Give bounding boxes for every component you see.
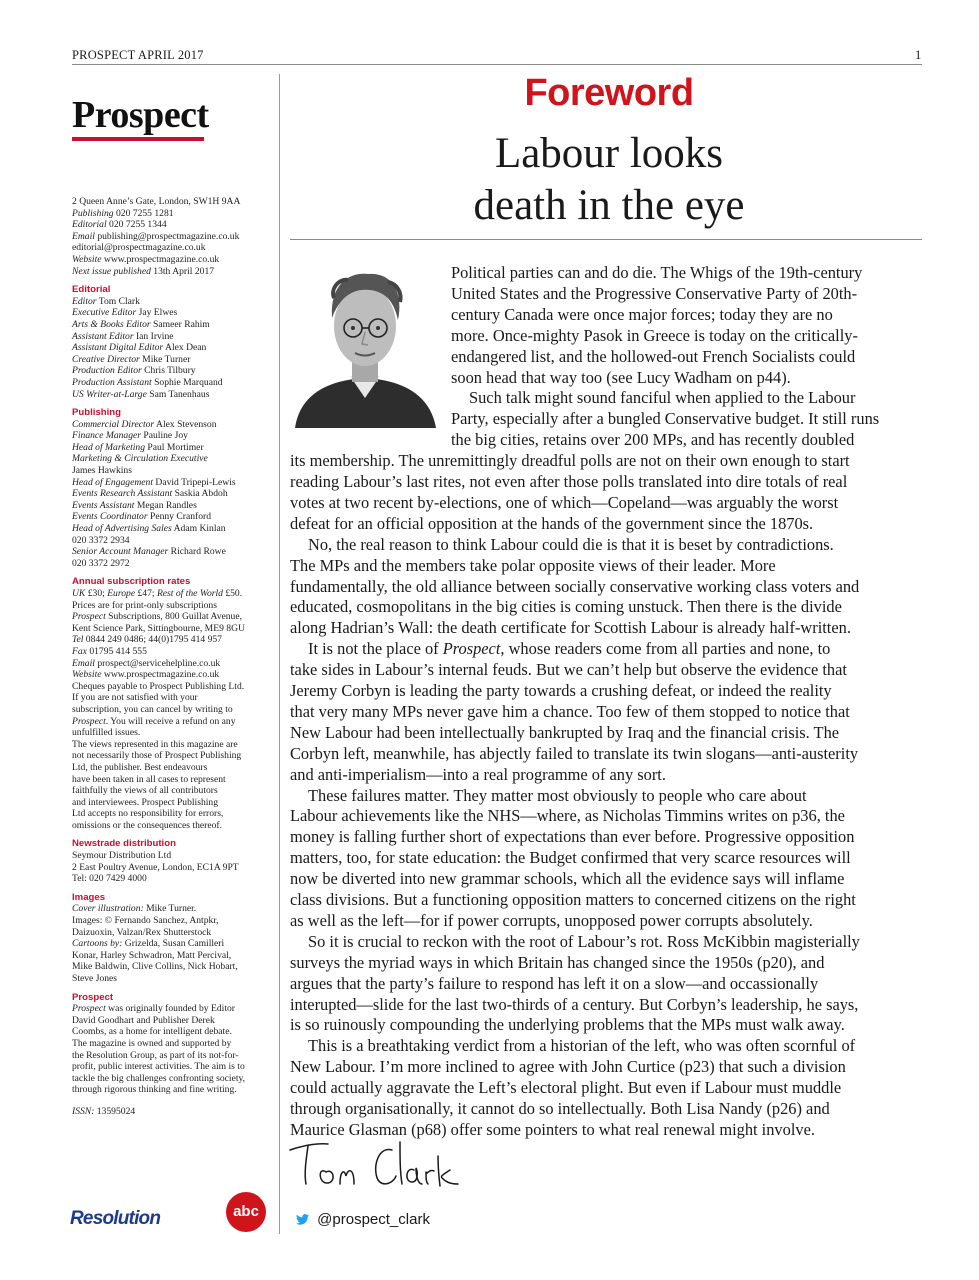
masthead-label: Creative Director <box>72 353 140 365</box>
masthead-label: Publishing <box>72 207 114 219</box>
masthead-line <box>72 808 267 820</box>
masthead-value: 01795 414 555 <box>86 645 147 657</box>
masthead-section-heading: Publishing <box>72 407 122 419</box>
article-line: New Labour had been intellectually bankrupted by Iraq and the financial crisis. The <box>290 722 840 742</box>
masthead-line <box>72 307 267 319</box>
headline-line-2: death in the eye <box>473 182 745 229</box>
masthead-label: Fax <box>72 645 87 657</box>
masthead-line <box>72 681 267 693</box>
headline-line-1: Labour looks <box>494 130 724 177</box>
masthead-line <box>72 342 267 354</box>
masthead-value: Konar, Harley Schwadron, Matt Percival, <box>72 949 232 961</box>
masthead-line <box>72 669 267 681</box>
masthead-value: David Tripepi-Lewis <box>153 476 236 488</box>
article-line: interupted—slide for the last two-thirds of a century. But Corbyn’s leadership, he says, <box>290 994 859 1014</box>
masthead-line <box>72 208 267 220</box>
masthead-line <box>72 1003 267 1015</box>
masthead-value: Kent Science Park, Sittingbourne, ME9 8GU <box>72 622 245 634</box>
masthead-label: Next issue published <box>72 265 151 277</box>
masthead-value: Tom Clark <box>96 295 140 307</box>
masthead-line <box>72 389 267 401</box>
article-line: more. Once-mighty Pasok in Greece is today on the critically- <box>451 325 858 345</box>
masthead-value: Seymour Distribution Ltd <box>72 850 172 862</box>
article-line: that very many MPs never gave him a chance. Too few of them stopped to notice that <box>290 701 850 721</box>
article-line: Corbyn left, meanwhile, has abjectly failed to translate its twin slogans—anti-austerity <box>290 743 859 763</box>
article-line: is so ruinously compounding the underlying problems that the MPs must walk away. <box>290 1015 845 1035</box>
masthead-label: Assistant Digital Editor <box>72 342 164 354</box>
masthead-line <box>72 319 267 331</box>
masthead-value: publishing@prospectmagazine.co.uk <box>94 230 240 242</box>
article-line: could actually aggravate the Left’s electoral plight. But even if Labour must muddle <box>290 1078 842 1098</box>
masthead-spacer <box>72 1096 267 1106</box>
article-line: through organisationally, it cannot do so intellectually. Both Lisa Nandy (p26) and <box>290 1099 830 1118</box>
article-line: matters, too, for state education: the Budget confirmed that very scarce resources will <box>290 848 851 868</box>
masthead-value: David Goodhart and Publisher Derek <box>72 1014 215 1026</box>
masthead-label: Prospect <box>72 611 106 623</box>
masthead-section-heading: Images <box>72 891 106 903</box>
page-number: 1 <box>915 48 922 62</box>
masthead-value: If you are not satisfied with your <box>72 692 198 704</box>
masthead-line <box>72 442 267 454</box>
article-line: The MPs and the members take polar opposite views of their leader. More <box>290 555 776 575</box>
masthead-value: James Hawkins <box>72 465 132 477</box>
masthead-label: US Writer-at-Large <box>72 388 147 400</box>
article-line: So it is crucial to reckon with the root of Labour’s rot. Ross McKibbin magisterially <box>308 931 860 951</box>
masthead-value: Grizelda, Susan Camilleri <box>122 938 225 950</box>
masthead-value: the Resolution Group, as part of its not-for- <box>72 1049 239 1061</box>
prospect-logo <box>72 96 212 141</box>
masthead-line <box>72 296 267 308</box>
masthead-line <box>72 704 267 716</box>
article-line: Political parties can and do die. The Whigs of the 19th-century <box>451 263 863 282</box>
masthead-value: 0844 249 0486; 44(0)1795 414 957 <box>83 634 222 646</box>
masthead-label: Production Assistant <box>72 376 152 388</box>
masthead-value: Alex Stevenson <box>154 418 217 430</box>
masthead-section-heading: Editorial <box>72 284 111 296</box>
masthead-line <box>72 488 267 500</box>
masthead-section-heading: Annual subscription rates <box>72 576 191 588</box>
masthead-label: Email <box>72 230 95 242</box>
masthead-label: Editor <box>72 295 97 307</box>
masthead-line <box>72 785 267 797</box>
masthead-line <box>72 862 267 874</box>
article-line: century Canada were once major forces; today they are no <box>451 304 833 324</box>
masthead-value: Ian Irvine <box>133 330 174 342</box>
masthead-label: Finance Manager <box>72 430 142 442</box>
masthead-value: Sophie Marquand <box>151 376 223 388</box>
text-run: , whose readers come from all parties and none, to <box>500 639 831 659</box>
article-line: Such talk might sound fanciful when applied to the Labour <box>469 388 856 408</box>
resolution-logo: Resolution <box>70 1208 161 1229</box>
logo-underline <box>72 137 204 141</box>
logo-text: Prospect <box>72 94 209 136</box>
italic-text: Prospect <box>442 639 501 659</box>
author-signature <box>282 1128 482 1198</box>
masthead-line <box>72 465 267 477</box>
masthead-label: Cover illustration: <box>72 903 144 915</box>
masthead-line <box>72 774 267 786</box>
article-line: now be diverted into new grammar schools, which all the evidence says will inflame <box>290 869 845 889</box>
masthead-value: Pauline Joy <box>141 430 188 442</box>
article-line: class divisions. But a functioning opposition matters to concerned citizens on the right <box>290 890 856 909</box>
masthead-value: Paul Mortimer <box>145 441 204 453</box>
masthead-label: Website <box>72 669 102 681</box>
article-line: surveys the myriad ways in which Britain has changed since the 1950s (p20), and <box>290 952 825 972</box>
masthead-value: 13th April 2017 <box>150 265 215 277</box>
masthead-value: Richard Rowe <box>168 546 226 558</box>
masthead-value: tackle the big challenges confronting society, <box>72 1072 246 1084</box>
masthead-value: unfulfilled issues. <box>72 727 141 739</box>
article-line: as well as the left—for if power corrupts, unopposed power corrupts absolutely. <box>290 910 813 930</box>
author-photo <box>290 258 440 428</box>
twitter-bird-icon <box>296 1211 313 1228</box>
masthead-line <box>72 634 267 646</box>
masthead-value: The views represented in this magazine are <box>72 738 238 750</box>
masthead-value: www.prospectmagazine.co.uk <box>101 669 220 681</box>
masthead-line <box>72 1084 267 1096</box>
masthead-line <box>72 915 267 927</box>
masthead-line <box>72 430 267 442</box>
masthead-line <box>72 254 267 266</box>
article-line: These failures matter. They matter most obviously to people who care about <box>308 785 807 805</box>
masthead-value: 13595024 <box>94 1105 136 1117</box>
masthead-line <box>72 820 267 832</box>
masthead-value: Subscriptions, 800 Guillat Avenue, <box>105 611 243 623</box>
masthead-label: Senior Account Manager <box>72 546 169 558</box>
masthead-section-heading: Newstrade distribution <box>72 838 176 850</box>
masthead-line <box>72 716 267 728</box>
masthead-value: Chris Tilbury <box>141 365 196 377</box>
masthead-line <box>72 1073 267 1085</box>
article-line: fundamentally, the old alliance between socially conservative working class voters and <box>290 576 860 596</box>
masthead-value: and interviewees. Prospect Publishing <box>72 796 219 808</box>
masthead-label: Marketing & Circulation Executive <box>72 453 208 465</box>
masthead-label: Head of Engagement <box>72 476 153 488</box>
masthead-value: 2 Queen Anne’s Gate, London, SW1H 9AA <box>72 196 241 207</box>
masthead-value: was originally founded by Editor <box>105 1003 235 1015</box>
masthead-value: 020 7255 1281 <box>113 207 174 219</box>
masthead-line <box>72 219 267 231</box>
masthead-value: Mike Turner <box>139 353 191 365</box>
masthead-label: Production Editor <box>72 365 142 377</box>
masthead-label: Prospect <box>72 715 106 727</box>
masthead-label: Editorial <box>72 219 107 231</box>
masthead-line <box>72 558 267 570</box>
masthead-line <box>72 850 267 862</box>
masthead-value: Steve Jones <box>72 973 118 984</box>
masthead-line <box>72 477 267 489</box>
masthead-label: Events Coordinator <box>72 511 148 523</box>
masthead-value: The magazine is owned and supported by <box>72 1037 232 1049</box>
twitter-handle[interactable] <box>296 1211 430 1228</box>
section-label: Foreword <box>524 72 694 114</box>
masthead-value: Images: © Fernando Sanchez, Antpkr, <box>72 915 219 927</box>
article-line: and anti-imperialism—into a real programme of any sort. <box>290 764 666 784</box>
masthead-line <box>72 535 267 547</box>
masthead-label: Head of Advertising Sales <box>72 523 172 535</box>
masthead-value: Prices are for print-only subscriptions <box>72 599 217 611</box>
article-line: United States and the Progressive Conservative Party of 20th- <box>451 283 858 303</box>
masthead-label: Events Assistant <box>72 499 135 511</box>
masthead-line <box>72 354 267 366</box>
masthead-label: Tel <box>72 634 84 646</box>
masthead-line <box>72 750 267 762</box>
article-line: soon head that way too (see Lucy Wadham on p44). <box>451 367 791 387</box>
masthead-value: 020 3372 2972 <box>72 557 130 569</box>
masthead-line <box>72 903 267 915</box>
masthead-line <box>72 762 267 774</box>
article-line: endangered list, and the hollowed-out French Socialists could <box>451 346 856 366</box>
text-run: It is not the place of <box>308 639 443 659</box>
article-line: New Labour. I’m more inclined to agree with John Curtice (p23) that such a division <box>290 1057 846 1077</box>
masthead-label: Rest of the World <box>156 588 223 599</box>
article-line: the big cities, retains over 200 MPs, and has recently doubled <box>451 430 855 450</box>
article-line: along Hadrian’s Wall: the death certificate for Scottish Labour is already half-written. <box>290 618 851 638</box>
masthead-line <box>72 500 267 512</box>
masthead-value: Ltd, the publisher. Best endeavours <box>72 761 208 773</box>
article-line: Maurice Glasman (p68) offer some pointers to what real renewal might involve. <box>290 1119 815 1139</box>
article-line: money is falling further short of expectations than ever before. Progressive opposition <box>290 827 855 847</box>
article-line <box>308 639 830 660</box>
masthead-line <box>72 196 267 208</box>
masthead-value: Tel: 020 7429 4000 <box>72 873 147 885</box>
masthead-value: 2 East Poultry Avenue, London, EC1A 9PT <box>72 861 239 873</box>
abc-logo: abc <box>226 1192 266 1232</box>
masthead-value: Alex Dean <box>163 342 207 354</box>
article-line: argues that the party’s failure to respond has left it on a slow—and occassionally <box>290 973 819 993</box>
masthead-line <box>72 739 267 751</box>
masthead-value: . You will receive a refund on any <box>105 715 236 727</box>
masthead-label: Head of Marketing <box>72 441 146 453</box>
masthead-value: Sam Tanenhaus <box>146 388 210 400</box>
masthead-line <box>72 1061 267 1073</box>
masthead-value: Penny Cranford <box>147 511 212 523</box>
column-divider <box>279 74 280 1234</box>
masthead-label: Assistant Editor <box>72 330 134 342</box>
masthead-value: www.prospectmagazine.co.uk <box>101 253 220 265</box>
article-line: votes at two recent by-elections, one of which—Copeland—was arguably the worst <box>290 492 839 512</box>
masthead-line <box>72 419 267 431</box>
article-line: Jeremy Corbyn is leading the party towards a crushing defeat, or indeed the reality <box>290 681 832 700</box>
masthead-label: Email <box>72 657 95 669</box>
masthead-value: editorial@prospectmagazine.co.uk <box>72 242 206 254</box>
masthead-value: prospect@servicehelpline.co.uk <box>94 657 221 669</box>
article-line: defeat for an official opposition at the hands of the government since the 1870s. <box>290 513 814 533</box>
masthead-value: Sameer Rahim <box>150 318 210 330</box>
masthead-line <box>72 938 267 950</box>
masthead-line <box>72 1106 267 1118</box>
masthead-value: profit, public interest activities. The aim is to <box>72 1061 245 1073</box>
masthead-line <box>72 1038 267 1050</box>
masthead-value: not necessarily those of Prospect Publishing <box>72 750 242 762</box>
article-line: No, the real reason to think Labour could die is that it is beset by contradictions. <box>308 534 834 554</box>
masthead-value: faithfully the views of all contributors <box>72 785 218 797</box>
masthead-value: Ltd accepts no responsibility for errors, <box>72 808 224 820</box>
masthead-line <box>72 658 267 670</box>
article-line: its membership. The unremittingly dreadful polls are not on their own enough to start <box>290 451 850 471</box>
masthead-line <box>72 727 267 739</box>
masthead-label: Executive Editor <box>72 307 137 319</box>
masthead-line <box>72 950 267 962</box>
masthead-value: Adam Kinlan <box>171 523 226 535</box>
masthead-line <box>72 797 267 809</box>
masthead-line <box>72 231 267 243</box>
masthead-line <box>72 1015 267 1027</box>
masthead-line <box>72 600 267 612</box>
masthead-value: Coombs, as a home for intelligent debate. <box>72 1026 232 1038</box>
masthead-value: 020 3372 2934 <box>72 534 130 546</box>
masthead-label: UK <box>72 588 86 599</box>
masthead-value: Mike Turner. <box>143 903 197 915</box>
masthead-line <box>72 365 267 377</box>
masthead-value: Saskia Abdoh <box>172 488 228 500</box>
masthead-line <box>72 546 267 558</box>
masthead-line <box>72 511 267 523</box>
masthead-value: omissions or the consequences thereof. <box>72 819 222 831</box>
masthead-value: Megan Randles <box>134 499 197 511</box>
masthead-line <box>72 331 267 343</box>
masthead-line <box>72 1026 267 1038</box>
masthead-line <box>72 377 267 389</box>
masthead-line <box>72 973 267 985</box>
masthead-label: Prospect <box>72 1003 106 1015</box>
masthead-line <box>72 611 267 623</box>
masthead-label: Events Research Assistant <box>72 488 173 500</box>
masthead-line <box>72 961 267 973</box>
masthead-value: £50. <box>222 588 243 599</box>
masthead-line <box>72 927 267 939</box>
masthead-value: Cheques payable to Prospect Publishing Ltd. <box>72 680 245 692</box>
article-line: This is a breathtaking verdict from a historian of the left, who was often scornful of <box>308 1036 856 1056</box>
masthead-line <box>72 646 267 658</box>
masthead-value: 020 7255 1344 <box>106 219 167 231</box>
masthead-value: £47; <box>135 588 157 599</box>
masthead-value: subscription, you can cancel by writing to <box>72 703 233 715</box>
masthead-value: Jay Elwes <box>136 307 178 319</box>
article-line: educated, cosmopolitans in the big cities is coming unstuck. Then there is the divide <box>290 597 842 617</box>
masthead-value: Mike Baldwin, Clive Collins, Nick Hobart, <box>72 961 238 973</box>
masthead-section-heading: Prospect <box>72 991 114 1003</box>
masthead-label: Website <box>72 253 102 265</box>
masthead-label: Commercial Director <box>72 418 155 430</box>
masthead-line <box>72 1050 267 1062</box>
running-head: PROSPECT APRIL 2017 <box>72 48 204 62</box>
masthead-value: £30; <box>85 588 108 599</box>
masthead-value: Daizuoxin, Valzan/Rex Shutterstock <box>72 926 212 938</box>
masthead-line <box>72 242 267 254</box>
headline-rule <box>290 239 922 240</box>
masthead-label: ISSN: <box>72 1105 95 1117</box>
masthead-label: Europe <box>107 588 136 599</box>
masthead-value: through rigorous thinking and fine writing. <box>72 1084 237 1096</box>
article-line: Labour achievements like the NHS—where, as Nicholas Timmins writes on p36, the <box>290 806 845 826</box>
masthead-line <box>72 453 267 465</box>
masthead-label: Cartoons by: <box>72 938 123 950</box>
article-line: take sides in Labour’s internal feuds. But we can’t help but observe the evidence that <box>290 660 847 680</box>
twitter-handle-text: @prospect_clark <box>317 1211 430 1228</box>
masthead-value: have been taken in all cases to represent <box>72 773 226 785</box>
masthead-label: Arts & Books Editor <box>72 318 151 330</box>
masthead-line <box>72 692 267 704</box>
masthead-line <box>72 588 267 600</box>
masthead-line <box>72 873 267 885</box>
top-rule <box>72 64 922 65</box>
masthead <box>72 196 267 1118</box>
article-line: Party, especially after a bungled Conservative budget. It still runs <box>451 409 880 429</box>
masthead-line <box>72 523 267 535</box>
article-headline <box>296 128 922 232</box>
article-line: reading Labour’s last rites, not even after those polls translated into dire totals of real <box>290 472 848 491</box>
masthead-line <box>72 623 267 635</box>
masthead-line <box>72 266 267 278</box>
